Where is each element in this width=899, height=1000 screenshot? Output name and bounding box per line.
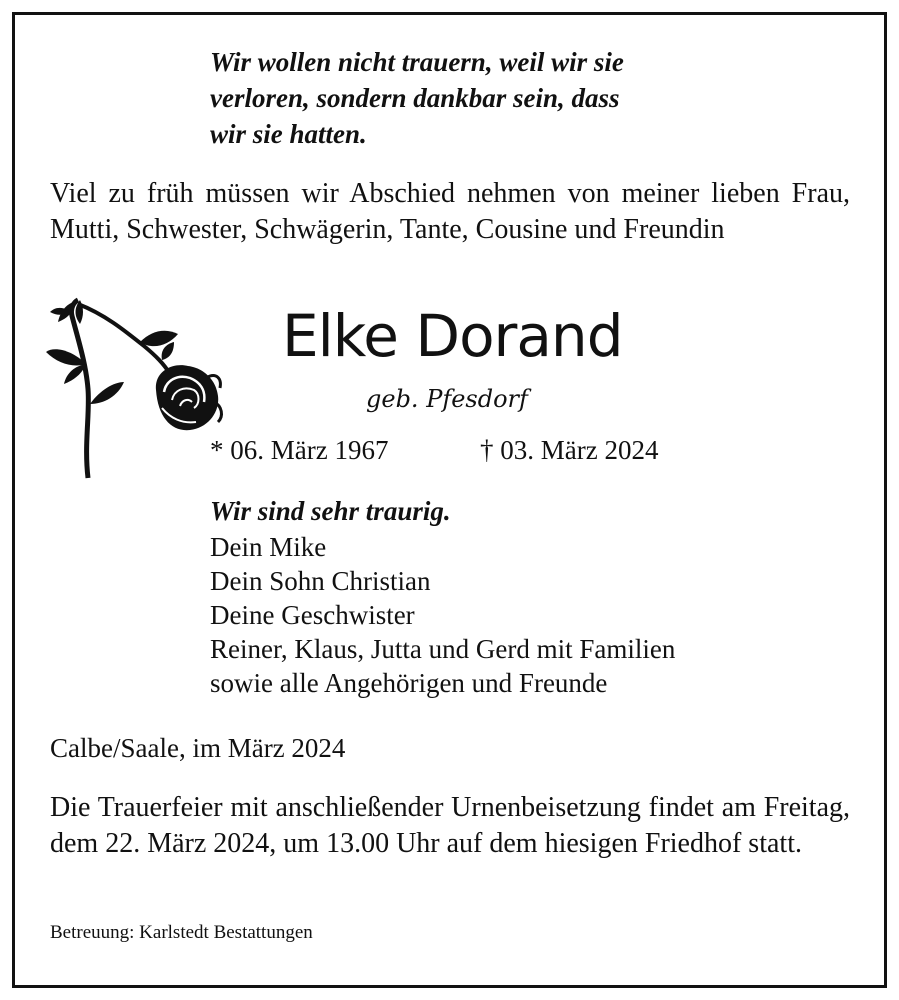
mourner-line: Dein Sohn Christian — [210, 566, 431, 596]
undertaker-credit: Betreuung: Karlstedt Bestattungen — [50, 922, 313, 943]
mourners-headline: Wir sind sehr traurig. — [210, 496, 451, 526]
death-date: † 03. März 2024 — [480, 435, 659, 465]
place-date: Calbe/Saale, im März 2024 — [50, 733, 346, 763]
birth-date: * 06. März 1967 — [210, 435, 389, 465]
memorial-quote — [210, 44, 770, 152]
quote-line: verloren, sondern dankbar sein, dass — [210, 83, 620, 113]
rose-icon — [44, 294, 226, 480]
mourner-line: Dein Mike — [210, 532, 327, 562]
mourner-line: Deine Geschwister — [210, 600, 415, 630]
mourner-line: sowie alle Angehörigen und Freunde — [210, 668, 608, 698]
mourners-list — [210, 530, 675, 700]
quote-line: Wir wollen nicht trauern, weil wir sie — [210, 47, 624, 77]
deceased-name: Elke Dorand — [282, 302, 623, 370]
mourner-line: Reiner, Klaus, Jutta und Gerd mit Familien — [210, 634, 676, 664]
funeral-notice: Die Trauerfeier mit anschließender Urnenbeisetzung findet am Freitag, dem 22. März 2024, um 13.00 Uhr auf dem hiesigen Friedhof statt. — [50, 792, 850, 859]
intro-text: Viel zu früh müssen wir Abschied nehmen von meiner lieben Frau, Mutti, Schwester, Schwägerin, Tante, Cousine und Freundin — [50, 178, 850, 245]
birth-name: geb. Pfesdorf — [366, 385, 528, 413]
quote-line: wir sie hatten. — [210, 119, 367, 149]
